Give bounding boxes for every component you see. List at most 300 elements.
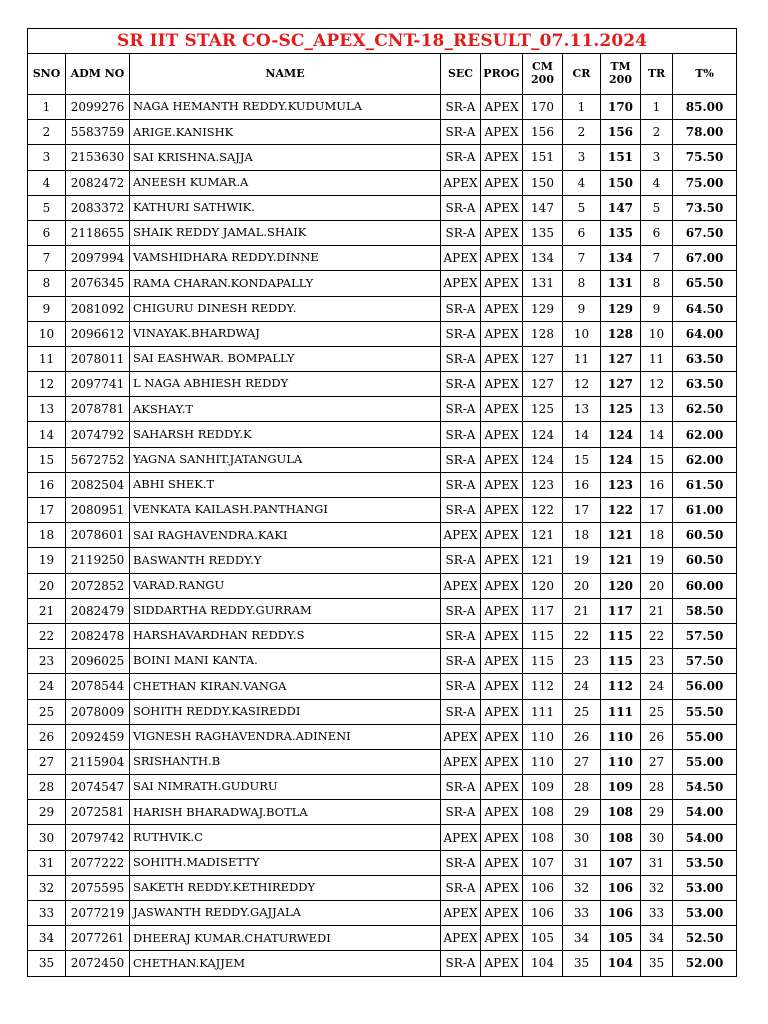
- cell-prog: APEX: [481, 548, 523, 573]
- cell-cr: 10: [563, 321, 601, 346]
- cell-tm: 110: [601, 749, 641, 774]
- table-row: [28, 271, 737, 296]
- cell-sec: SR-A: [441, 195, 481, 220]
- cell-prog: APEX: [481, 120, 523, 145]
- cell-name: SHAIK REDDY JAMAL.SHAIK: [130, 220, 441, 245]
- cell-cm: 110: [523, 724, 563, 749]
- cell-t-percent: 85.00: [673, 95, 737, 120]
- cell-prog: APEX: [481, 800, 523, 825]
- cell-sno: 3: [28, 145, 66, 170]
- cell-name: JASWANTH REDDY.GAJJALA: [130, 901, 441, 926]
- table-row: [28, 674, 737, 699]
- cell-sec: SR-A: [441, 321, 481, 346]
- cell-prog: APEX: [481, 372, 523, 397]
- cell-sec: APEX: [441, 724, 481, 749]
- table-row: [28, 120, 737, 145]
- cell-cr: 27: [563, 749, 601, 774]
- cell-sno: 17: [28, 498, 66, 523]
- cell-sec: APEX: [441, 749, 481, 774]
- cell-name: CHIGURU DINESH REDDY.: [130, 296, 441, 321]
- cell-name: CHETHAN KIRAN.VANGA: [130, 674, 441, 699]
- cell-tm: 121: [601, 523, 641, 548]
- cell-sec: APEX: [441, 926, 481, 951]
- cell-tm: 106: [601, 875, 641, 900]
- cell-prog: APEX: [481, 447, 523, 472]
- cell-tr: 3: [641, 145, 673, 170]
- table-row: [28, 850, 737, 875]
- cell-cr: 29: [563, 800, 601, 825]
- cell-cr: 14: [563, 422, 601, 447]
- cell-name: SAI NIMRATH.GUDURU: [130, 775, 441, 800]
- cell-sec: APEX: [441, 523, 481, 548]
- cell-prog: APEX: [481, 825, 523, 850]
- cell-cr: 15: [563, 447, 601, 472]
- table-row: [28, 623, 737, 648]
- cell-cm: 147: [523, 195, 563, 220]
- cell-cm: 170: [523, 95, 563, 120]
- cell-t-percent: 62.00: [673, 422, 737, 447]
- cell-t-percent: 67.00: [673, 246, 737, 271]
- cell-sno: 35: [28, 951, 66, 976]
- cell-adm-no: 2115904: [66, 749, 130, 774]
- cell-adm-no: 2072852: [66, 573, 130, 598]
- cell-sec: SR-A: [441, 447, 481, 472]
- cell-adm-no: 2079742: [66, 825, 130, 850]
- table-row: [28, 346, 737, 371]
- cell-tm: 107: [601, 850, 641, 875]
- cell-cm: 112: [523, 674, 563, 699]
- cell-cm: 131: [523, 271, 563, 296]
- cell-adm-no: 2078011: [66, 346, 130, 371]
- cell-prog: APEX: [481, 220, 523, 245]
- cell-t-percent: 52.50: [673, 926, 737, 951]
- cell-sec: SR-A: [441, 220, 481, 245]
- cell-name: SAI RAGHAVENDRA.KAKI: [130, 523, 441, 548]
- cell-tm: 124: [601, 422, 641, 447]
- cell-adm-no: 2096025: [66, 649, 130, 674]
- cell-cm: 151: [523, 145, 563, 170]
- cell-tm: 128: [601, 321, 641, 346]
- cell-cr: 31: [563, 850, 601, 875]
- cell-tm: 134: [601, 246, 641, 271]
- cell-tm: 127: [601, 372, 641, 397]
- cell-cr: 19: [563, 548, 601, 573]
- cell-sec: SR-A: [441, 296, 481, 321]
- cell-t-percent: 55.00: [673, 724, 737, 749]
- cell-cr: 25: [563, 699, 601, 724]
- cell-name: SRISHANTH.B: [130, 749, 441, 774]
- cell-prog: APEX: [481, 296, 523, 321]
- cell-name: SAKETH REDDY.KETHIREDDY: [130, 875, 441, 900]
- table-row: [28, 422, 737, 447]
- cell-tm: 123: [601, 472, 641, 497]
- cell-tm: 156: [601, 120, 641, 145]
- cell-cr: 3: [563, 145, 601, 170]
- cell-adm-no: 2097994: [66, 246, 130, 271]
- table-row: [28, 220, 737, 245]
- cell-t-percent: 61.50: [673, 472, 737, 497]
- cell-cm: 127: [523, 372, 563, 397]
- cell-tm: 109: [601, 775, 641, 800]
- cell-prog: APEX: [481, 95, 523, 120]
- cell-cr: 1: [563, 95, 601, 120]
- cell-sec: APEX: [441, 246, 481, 271]
- cell-t-percent: 64.50: [673, 296, 737, 321]
- cell-prog: APEX: [481, 422, 523, 447]
- cell-cr: 13: [563, 397, 601, 422]
- cell-prog: APEX: [481, 674, 523, 699]
- cell-sno: 19: [28, 548, 66, 573]
- cell-tr: 2: [641, 120, 673, 145]
- table-row: [28, 372, 737, 397]
- cell-cr: 32: [563, 875, 601, 900]
- cell-cr: 28: [563, 775, 601, 800]
- cell-tr: 30: [641, 825, 673, 850]
- cell-cr: 5: [563, 195, 601, 220]
- table-row: [28, 523, 737, 548]
- cell-sec: SR-A: [441, 372, 481, 397]
- result-sheet: [27, 28, 736, 977]
- header-sec: SEC: [441, 54, 481, 95]
- cell-adm-no: 2077219: [66, 901, 130, 926]
- cell-cm: 120: [523, 573, 563, 598]
- cell-tr: 10: [641, 321, 673, 346]
- cell-tr: 4: [641, 170, 673, 195]
- cell-sno: 24: [28, 674, 66, 699]
- cell-tm: 111: [601, 699, 641, 724]
- cell-adm-no: 2080951: [66, 498, 130, 523]
- table-row: [28, 775, 737, 800]
- header-name: NAME: [130, 54, 441, 95]
- cell-t-percent: 55.50: [673, 699, 737, 724]
- cell-cm: 108: [523, 825, 563, 850]
- cell-adm-no: 2082504: [66, 472, 130, 497]
- cell-tm: 106: [601, 901, 641, 926]
- header-tm: [601, 54, 641, 95]
- table-row: [28, 951, 737, 976]
- cell-tm: 122: [601, 498, 641, 523]
- cell-cr: 34: [563, 926, 601, 951]
- cell-prog: APEX: [481, 623, 523, 648]
- cell-cm: 123: [523, 472, 563, 497]
- cell-t-percent: 53.00: [673, 875, 737, 900]
- cell-sec: SR-A: [441, 498, 481, 523]
- cell-tm: 105: [601, 926, 641, 951]
- cell-tm: 115: [601, 623, 641, 648]
- cell-adm-no: 2077261: [66, 926, 130, 951]
- cell-adm-no: 2096612: [66, 321, 130, 346]
- cell-adm-no: 2076345: [66, 271, 130, 296]
- cell-cm: 121: [523, 523, 563, 548]
- cell-prog: APEX: [481, 850, 523, 875]
- cell-tr: 35: [641, 951, 673, 976]
- cell-sno: 31: [28, 850, 66, 875]
- cell-cm: 115: [523, 623, 563, 648]
- cell-sec: SR-A: [441, 674, 481, 699]
- header-cm: [523, 54, 563, 95]
- cell-t-percent: 60.50: [673, 523, 737, 548]
- cell-cm: 115: [523, 649, 563, 674]
- cell-cm: 121: [523, 548, 563, 573]
- cell-adm-no: 2074547: [66, 775, 130, 800]
- cell-cm: 135: [523, 220, 563, 245]
- cell-prog: APEX: [481, 749, 523, 774]
- cell-t-percent: 60.50: [673, 548, 737, 573]
- cell-sno: 25: [28, 699, 66, 724]
- table-row: [28, 397, 737, 422]
- cell-sno: 28: [28, 775, 66, 800]
- cell-prog: APEX: [481, 397, 523, 422]
- cell-sno: 16: [28, 472, 66, 497]
- cell-cr: 2: [563, 120, 601, 145]
- table-row: [28, 901, 737, 926]
- cell-sec: SR-A: [441, 548, 481, 573]
- table-row: [28, 875, 737, 900]
- cell-cm: 109: [523, 775, 563, 800]
- cell-cm: 107: [523, 850, 563, 875]
- cell-prog: APEX: [481, 951, 523, 976]
- cell-tr: 24: [641, 674, 673, 699]
- cell-name: AKSHAY.T: [130, 397, 441, 422]
- cell-cm: 156: [523, 120, 563, 145]
- cell-adm-no: 2075595: [66, 875, 130, 900]
- table-row: [28, 498, 737, 523]
- cell-tr: 21: [641, 598, 673, 623]
- cell-sno: 34: [28, 926, 66, 951]
- header-sno: SNO: [28, 54, 66, 95]
- cell-tm: 170: [601, 95, 641, 120]
- cell-sno: 8: [28, 271, 66, 296]
- cell-t-percent: 56.00: [673, 674, 737, 699]
- cell-tr: 33: [641, 901, 673, 926]
- cell-adm-no: 2097741: [66, 372, 130, 397]
- cell-adm-no: 2074792: [66, 422, 130, 447]
- table-row: [28, 800, 737, 825]
- cell-tm: 135: [601, 220, 641, 245]
- cell-t-percent: 61.00: [673, 498, 737, 523]
- table-row: [28, 649, 737, 674]
- cell-sec: SR-A: [441, 120, 481, 145]
- cell-tm: 120: [601, 573, 641, 598]
- table-row: [28, 195, 737, 220]
- cell-cm: 124: [523, 447, 563, 472]
- cell-cm: 106: [523, 901, 563, 926]
- cell-adm-no: 2072450: [66, 951, 130, 976]
- cell-t-percent: 63.50: [673, 346, 737, 371]
- cell-sno: 9: [28, 296, 66, 321]
- cell-tm: 117: [601, 598, 641, 623]
- cell-tr: 18: [641, 523, 673, 548]
- table-row: [28, 926, 737, 951]
- cell-t-percent: 78.00: [673, 120, 737, 145]
- cell-sec: SR-A: [441, 800, 481, 825]
- cell-sec: APEX: [441, 573, 481, 598]
- cell-cr: 22: [563, 623, 601, 648]
- cell-t-percent: 52.00: [673, 951, 737, 976]
- cell-tr: 16: [641, 472, 673, 497]
- cell-adm-no: 2082479: [66, 598, 130, 623]
- cell-cr: 9: [563, 296, 601, 321]
- cell-sec: APEX: [441, 825, 481, 850]
- cell-tm: 127: [601, 346, 641, 371]
- table-row: [28, 95, 737, 120]
- cell-tr: 11: [641, 346, 673, 371]
- cell-t-percent: 75.50: [673, 145, 737, 170]
- cell-prog: APEX: [481, 875, 523, 900]
- table-row: [28, 246, 737, 271]
- cell-name: VINAYAK.BHARDWAJ: [130, 321, 441, 346]
- cell-sec: SR-A: [441, 598, 481, 623]
- cell-cr: 4: [563, 170, 601, 195]
- cell-adm-no: 2082472: [66, 170, 130, 195]
- cell-tr: 15: [641, 447, 673, 472]
- cell-sno: 12: [28, 372, 66, 397]
- table-row: [28, 296, 737, 321]
- table-row: [28, 170, 737, 195]
- cell-adm-no: 2119250: [66, 548, 130, 573]
- cell-name: L NAGA ABHIESH REDDY: [130, 372, 441, 397]
- table-row: [28, 145, 737, 170]
- cell-cm: 104: [523, 951, 563, 976]
- cell-tm: 112: [601, 674, 641, 699]
- cell-tr: 6: [641, 220, 673, 245]
- cell-sec: SR-A: [441, 775, 481, 800]
- cell-t-percent: 54.50: [673, 775, 737, 800]
- cell-prog: APEX: [481, 321, 523, 346]
- cell-t-percent: 54.00: [673, 825, 737, 850]
- cell-tr: 7: [641, 246, 673, 271]
- cell-t-percent: 73.50: [673, 195, 737, 220]
- cell-cm: 124: [523, 422, 563, 447]
- cell-adm-no: 2092459: [66, 724, 130, 749]
- cell-adm-no: 2078544: [66, 674, 130, 699]
- cell-name: DHEERAJ KUMAR.CHATURWEDI: [130, 926, 441, 951]
- cell-tr: 20: [641, 573, 673, 598]
- cell-sec: SR-A: [441, 145, 481, 170]
- cell-adm-no: 2118655: [66, 220, 130, 245]
- table-row: [28, 724, 737, 749]
- cell-sno: 15: [28, 447, 66, 472]
- table-row: [28, 699, 737, 724]
- cell-cr: 6: [563, 220, 601, 245]
- cell-name: ARIGE.KANISHK: [130, 120, 441, 145]
- cell-t-percent: 53.00: [673, 901, 737, 926]
- cell-sno: 13: [28, 397, 66, 422]
- cell-sno: 29: [28, 800, 66, 825]
- cell-adm-no: 2099276: [66, 95, 130, 120]
- cell-tm: 129: [601, 296, 641, 321]
- cell-sec: SR-A: [441, 875, 481, 900]
- cell-name: BASWANTH REDDY.Y: [130, 548, 441, 573]
- table-row: [28, 472, 737, 497]
- cell-tm: 104: [601, 951, 641, 976]
- cell-name: SAI EASHWAR. BOMPALLY: [130, 346, 441, 371]
- cell-tr: 14: [641, 422, 673, 447]
- cell-t-percent: 67.50: [673, 220, 737, 245]
- cell-sno: 23: [28, 649, 66, 674]
- cell-sno: 18: [28, 523, 66, 548]
- cell-t-percent: 60.00: [673, 573, 737, 598]
- cell-name: SOHITH REDDY.KASIREDDI: [130, 699, 441, 724]
- cell-cm: 129: [523, 296, 563, 321]
- cell-prog: APEX: [481, 699, 523, 724]
- header-prog: PROG: [481, 54, 523, 95]
- cell-name: CHETHAN.KAJJEM: [130, 951, 441, 976]
- cell-prog: APEX: [481, 901, 523, 926]
- cell-sno: 33: [28, 901, 66, 926]
- cell-prog: APEX: [481, 649, 523, 674]
- cell-prog: APEX: [481, 724, 523, 749]
- cell-tm: 131: [601, 271, 641, 296]
- cell-sno: 11: [28, 346, 66, 371]
- cell-sec: SR-A: [441, 95, 481, 120]
- cell-tr: 34: [641, 926, 673, 951]
- cell-sno: 6: [28, 220, 66, 245]
- cell-cm: 127: [523, 346, 563, 371]
- header-tm-label: TM: [610, 60, 631, 74]
- cell-tm: 121: [601, 548, 641, 573]
- cell-name: VARAD.RANGU: [130, 573, 441, 598]
- cell-tm: 108: [601, 800, 641, 825]
- cell-cm: 128: [523, 321, 563, 346]
- cell-cm: 106: [523, 875, 563, 900]
- cell-adm-no: 2078781: [66, 397, 130, 422]
- cell-t-percent: 75.00: [673, 170, 737, 195]
- cell-sec: SR-A: [441, 346, 481, 371]
- cell-name: SOHITH.MADISETTY: [130, 850, 441, 875]
- cell-prog: APEX: [481, 498, 523, 523]
- cell-sno: 30: [28, 825, 66, 850]
- header-adm-no: ADM NO: [66, 54, 130, 95]
- cell-tr: 27: [641, 749, 673, 774]
- cell-sno: 20: [28, 573, 66, 598]
- cell-sec: SR-A: [441, 951, 481, 976]
- cell-name: VENKATA KAILASH.PANTHANGI: [130, 498, 441, 523]
- cell-cr: 7: [563, 246, 601, 271]
- cell-tr: 1: [641, 95, 673, 120]
- cell-prog: APEX: [481, 170, 523, 195]
- cell-adm-no: 2082478: [66, 623, 130, 648]
- cell-prog: APEX: [481, 598, 523, 623]
- cell-prog: APEX: [481, 573, 523, 598]
- cell-sec: SR-A: [441, 850, 481, 875]
- cell-tr: 22: [641, 623, 673, 648]
- cell-sec: APEX: [441, 170, 481, 195]
- cell-prog: APEX: [481, 195, 523, 220]
- cell-name: HARISH BHARADWAJ.BOTLA: [130, 800, 441, 825]
- cell-tm: 124: [601, 447, 641, 472]
- cell-adm-no: 2083372: [66, 195, 130, 220]
- result-rows: [28, 95, 737, 977]
- cell-adm-no: 2078009: [66, 699, 130, 724]
- cell-sec: SR-A: [441, 649, 481, 674]
- cell-tm: 115: [601, 649, 641, 674]
- header-tm-max: 200: [609, 73, 632, 86]
- cell-name: KATHURI SATHWIK.: [130, 195, 441, 220]
- cell-t-percent: 55.00: [673, 749, 737, 774]
- cell-name: VAMSHIDHARA REDDY.DINNE: [130, 246, 441, 271]
- cell-tr: 31: [641, 850, 673, 875]
- table-row: [28, 598, 737, 623]
- table-row: [28, 749, 737, 774]
- cell-prog: APEX: [481, 346, 523, 371]
- cell-name: SIDDARTHA REDDY.GURRAM: [130, 598, 441, 623]
- header-cr: CR: [563, 54, 601, 95]
- cell-cm: 134: [523, 246, 563, 271]
- cell-t-percent: 57.50: [673, 649, 737, 674]
- cell-adm-no: 2078601: [66, 523, 130, 548]
- cell-sec: APEX: [441, 271, 481, 296]
